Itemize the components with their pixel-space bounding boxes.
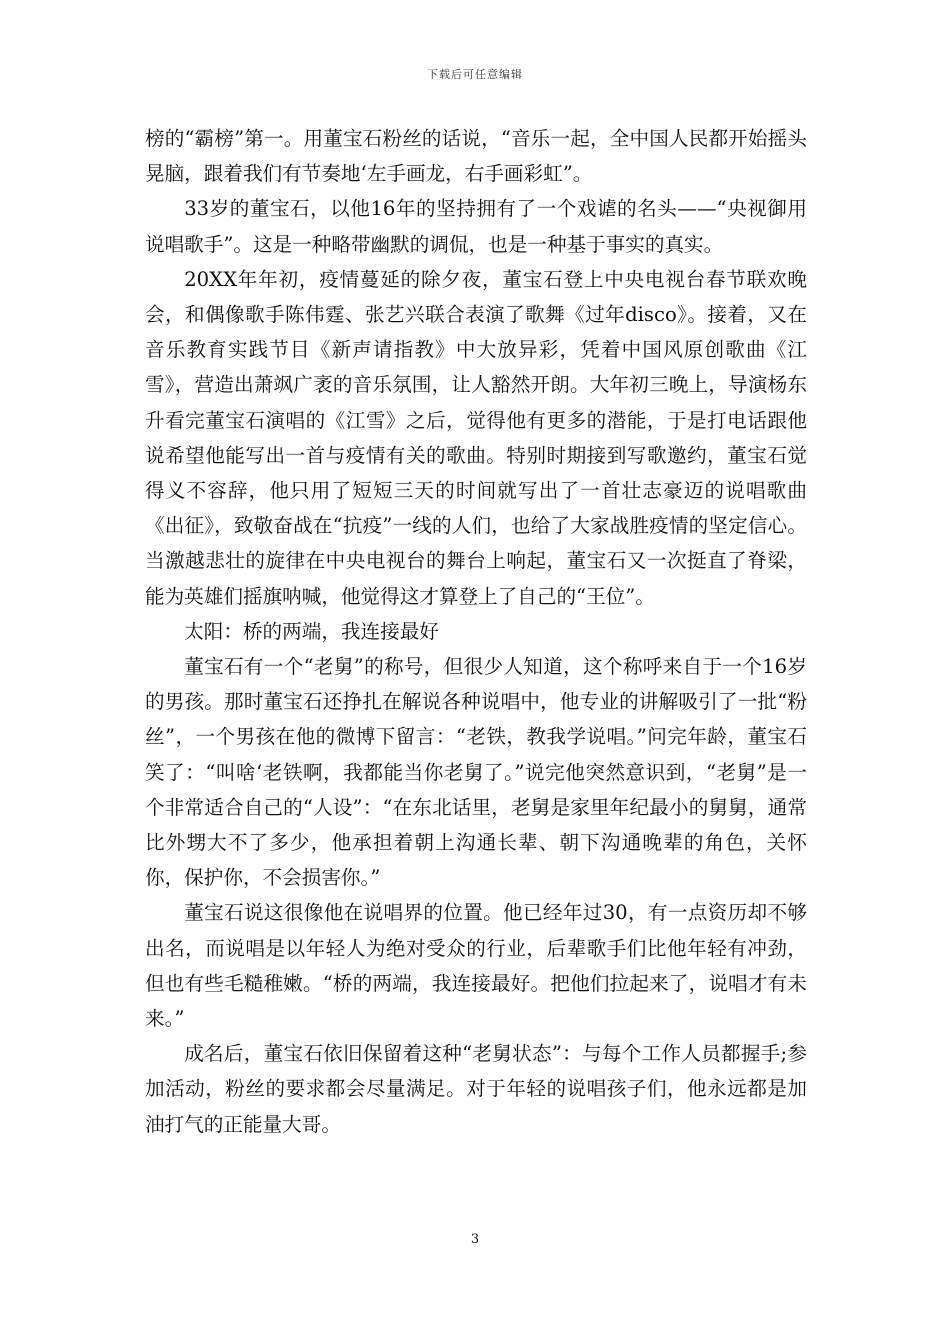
page-header: 下载后可任意编辑 (427, 68, 523, 81)
section-heading: 太阳：桥的两端，我连接最好 (184, 619, 439, 643)
paragraph: 成名后，董宝石依旧保留着这种“老舅状态”：与每个工作人员都握手;参加活动，粉丝的要求都会尽量满足。对于年轻的说唱孩子们，他永远都是加油打气的正能量大哥。 (145, 1042, 807, 1136)
paragraph: 董宝石有一个“老舅”的称号，但很少人知道，这个称呼来自于一个16岁的男孩。那时董宝石还挣扎在解说各种说唱中，他专业的讲解吸引了一批“粉丝”，一个男孩在他的微博下留言：“老铁，教我学说唱。”问完年龄，董宝石笑了：“叫啥‘老铁啊，我都能当你老舅了。”说完他突然意识到，“老舅”是一个非常适合自己的“人设”：“在东北话里，老舅是家里年纪最小的舅舅，通常比外甥大不了多少，他承担着朝上沟通长辈、朝下沟通晚辈的角色，关怀你，保护你，不会损害你。” (145, 655, 807, 890)
page-number: 3 (470, 1232, 480, 1247)
paragraph: 20XX年年初，疫情蔓延的除夕夜，董宝石登上中央电视台春节联欢晚会，和偶像歌手陈伟霆、张艺兴联合表演了歌舞《过年disco》。接着，又在音乐教育实践节目《新声请指教》中大放异彩，凭着中国风原创歌曲《江雪》，营造出萧飒广袤的音乐氛围，让人豁然开朗。大年初三晚上，导演杨东升看完董宝石演唱的《江雪》之后，觉得他有更多的潜能，于是打电话跟他说希望他能写出一首与疫情有关的歌曲。特别时期接到写歌邀约，董宝石觉得义不容辞，他只用了短短三天的时间就写出了一首壮志豪迈的说唱歌曲《出征》，致敬奋战在“抗疫”一线的人们，也给了大家战胜疫情的坚定信心。当激越悲壮的旋律在中央电视台的舞台上响起，董宝石又一次挺直了脊梁，能为英雄们摇旗呐喊，他觉得这才算登上了自己的“王位”。 (145, 267, 807, 608)
paragraph-continued: 榜的“霸榜”第一。用董宝石粉丝的话说，“音乐一起，全中国人民都开始摇头晃脑，跟着我们有节奏地‘左手画龙，右手画彩虹”。 (145, 127, 807, 186)
paragraph: 33岁的董宝石，以他16年的坚持拥有了一个戏谑的名头——“央视御用说唱歌手”。这是一种略带幽默的调侃，也是一种基于事实的真实。 (145, 197, 807, 256)
article-body (145, 121, 807, 1142)
paragraph: 董宝石说这很像他在说唱界的位置。他已经年过30，有一点资历却不够出名，而说唱是以年轻人为绝对受众的行业，后辈歌手们比他年轻有冲劲，但也有些毛糙稚嫩。“桥的两端，我连接最好。把他们拉起来了，说唱才有未来。” (145, 901, 807, 1031)
